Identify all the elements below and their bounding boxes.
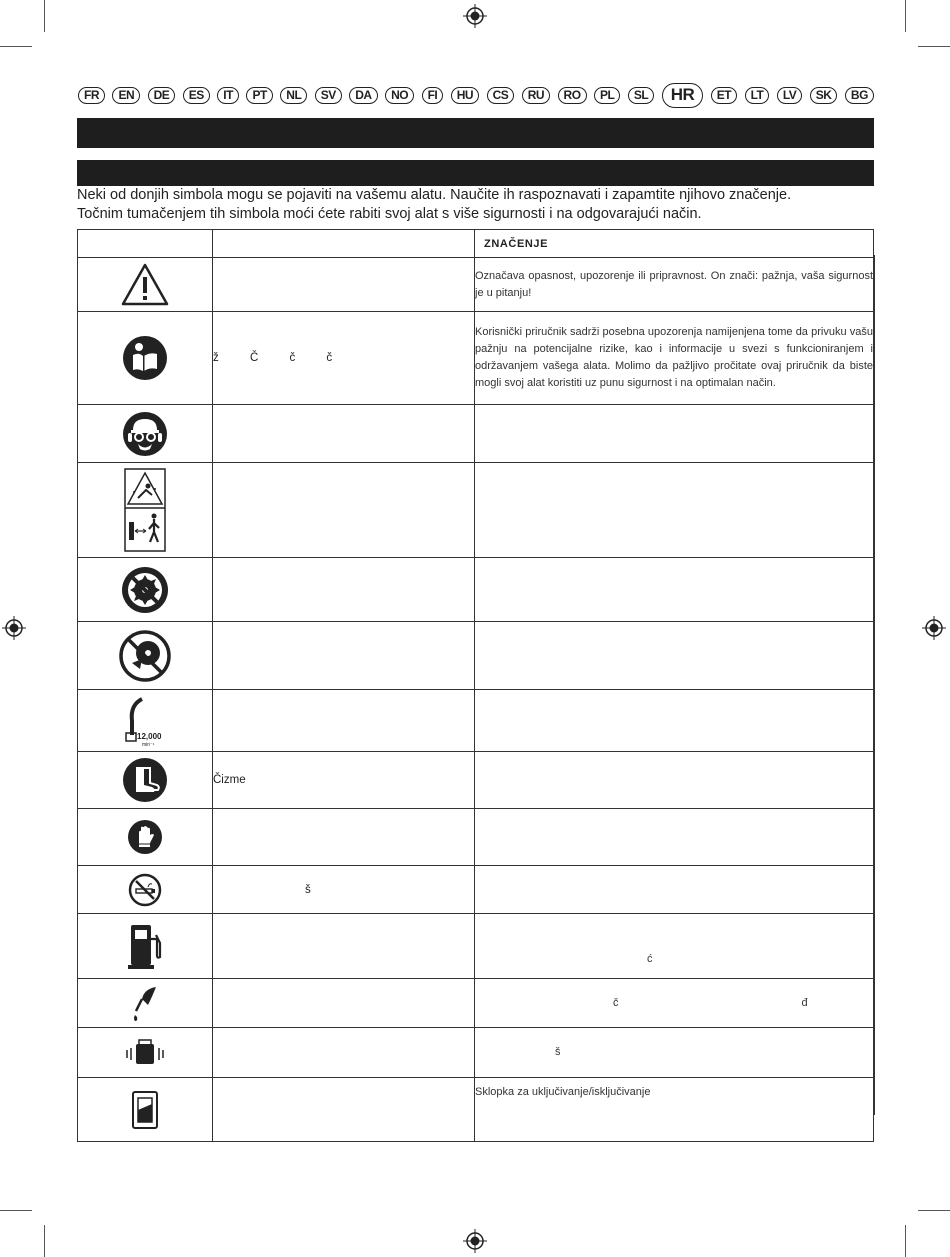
read-manual-icon	[122, 335, 168, 381]
language-tab-hr[interactable]: HR	[662, 83, 704, 108]
vibration-icon	[123, 1036, 167, 1070]
protective-gear-icon	[122, 411, 168, 457]
symbol-name: ž Č č č	[213, 312, 475, 405]
registration-mark-icon	[922, 616, 946, 640]
symbol-meaning: Sklopka za uključivanje/isključivanje	[475, 1078, 874, 1142]
symbols-table	[77, 229, 874, 1142]
language-tab-ru[interactable]: RU	[522, 87, 550, 104]
table-row	[78, 622, 874, 690]
intro-text	[77, 186, 874, 224]
subsection-header-bar	[77, 160, 874, 186]
crop-mark	[918, 1210, 950, 1211]
speed-rpm-icon	[120, 695, 170, 747]
crop-mark	[905, 1225, 906, 1257]
header-name	[213, 230, 475, 258]
symbol-meaning: ć	[475, 914, 874, 979]
fuel-pump-icon	[125, 921, 165, 971]
symbol-meaning	[475, 558, 874, 622]
symbol-meaning	[475, 752, 874, 809]
symbol-name	[213, 1028, 475, 1078]
table-row	[78, 312, 874, 405]
oil-drop-icon	[128, 983, 162, 1023]
language-tab-en[interactable]: EN	[112, 87, 140, 104]
table-row	[78, 405, 874, 463]
registration-mark-icon	[2, 616, 26, 640]
table-row	[78, 1078, 874, 1142]
symbol-meaning	[475, 405, 874, 463]
table-row	[78, 558, 874, 622]
symbol-meaning	[475, 690, 874, 752]
intro-line-1: Neki od donjih simbola mogu se pojaviti na vašemu alatu. Naučite ih raspoznavati i zapamtite njihovo značenje.	[77, 187, 792, 203]
language-tab-de[interactable]: DE	[148, 87, 176, 104]
symbol-name	[213, 622, 475, 690]
symbol-meaning	[475, 622, 874, 690]
language-tab-lt[interactable]: LT	[745, 87, 770, 104]
language-tab-no[interactable]: NO	[385, 87, 414, 104]
language-tab-es[interactable]: ES	[183, 87, 210, 104]
rpm-value: 12,000	[137, 731, 162, 741]
language-tab-cs[interactable]: CS	[487, 87, 515, 104]
on-off-switch-icon	[130, 1090, 160, 1130]
no-smoking-icon	[128, 873, 162, 907]
language-tab-nl[interactable]: NL	[280, 87, 307, 104]
language-tab-sl[interactable]: SL	[628, 87, 654, 104]
symbol-name	[213, 558, 475, 622]
crop-mark	[905, 0, 906, 32]
table-row	[78, 1028, 874, 1078]
symbol-name	[213, 809, 475, 866]
language-tab-pl[interactable]: PL	[594, 87, 620, 104]
language-tab-hu[interactable]: HU	[451, 87, 479, 104]
projectiles-distance-icon	[124, 468, 166, 552]
symbol-name	[213, 979, 475, 1028]
symbol-name	[213, 690, 475, 752]
crop-mark	[918, 46, 950, 47]
table-row	[78, 690, 874, 752]
language-tab-fi[interactable]: FI	[422, 87, 444, 104]
header-meaning: ZNAČENJE	[475, 230, 874, 258]
crop-mark	[44, 0, 45, 32]
warning-triangle-icon	[120, 262, 170, 308]
symbol-meaning: Označava opasnost, upozorenje ili pripravnost. On znači: pažnja, vaša sigurnost je u pitanju!	[475, 258, 874, 312]
symbol-meaning	[475, 809, 874, 866]
language-selector	[78, 84, 874, 106]
symbol-name	[213, 258, 475, 312]
intro-line-2: Točnim tumačenjem tih simbola moći ćete rabiti svoj alat s više sigurnosti i na odgovarajući način.	[77, 206, 702, 222]
header-symbol	[78, 230, 213, 258]
language-tab-lv[interactable]: LV	[777, 87, 802, 104]
table-row	[78, 752, 874, 809]
language-tab-sk[interactable]: SK	[810, 87, 838, 104]
symbol-name	[213, 914, 475, 979]
crop-mark	[44, 1225, 45, 1257]
language-tab-it[interactable]: IT	[217, 87, 239, 104]
section-header-bar	[77, 118, 874, 148]
symbol-name: š	[213, 866, 475, 914]
rpm-unit: min⁻¹	[142, 741, 155, 747]
language-tab-et[interactable]: ET	[711, 87, 737, 104]
symbol-name	[213, 463, 475, 558]
table-header-row	[78, 230, 874, 258]
symbol-name	[213, 1078, 475, 1142]
no-brush-blade-icon	[118, 629, 172, 683]
crop-mark	[0, 46, 32, 47]
symbol-meaning: Korisnički priručnik sadrži posebna upozorenja namijenjena tome da privuku vašu pažnju na potencijalne rizike, kao i informacije u svezi s funkcioniranjem i održavanjem vašega alata. Molimo da pažljivo pročitate ovaj priručnik da biste mogli svoj alat koristiti uz punu sigurnost i na optimalan način.	[475, 312, 874, 405]
table-row	[78, 463, 874, 558]
table-row	[78, 914, 874, 979]
symbol-name	[213, 405, 475, 463]
registration-mark-icon	[463, 1229, 487, 1253]
symbol-meaning	[475, 463, 874, 558]
symbol-meaning: š	[475, 1028, 874, 1078]
language-tab-bg[interactable]: BG	[845, 87, 874, 104]
table-row	[78, 809, 874, 866]
language-tab-sv[interactable]: SV	[315, 87, 342, 104]
registration-mark-icon	[463, 4, 487, 28]
symbol-meaning	[475, 866, 874, 914]
symbol-name: Čizme	[213, 752, 475, 809]
crop-mark	[0, 1210, 32, 1211]
table-row	[78, 866, 874, 914]
symbol-meaning: č đ	[475, 979, 874, 1028]
no-saw-blade-icon	[121, 566, 169, 614]
language-tab-pt[interactable]: PT	[246, 87, 272, 104]
boots-icon	[122, 757, 168, 803]
language-tab-da[interactable]: DA	[349, 87, 377, 104]
gloves-icon	[127, 819, 163, 855]
table-row	[78, 979, 874, 1028]
table-row	[78, 258, 874, 312]
language-tab-fr[interactable]: FR	[78, 87, 105, 104]
language-tab-ro[interactable]: RO	[558, 87, 587, 104]
